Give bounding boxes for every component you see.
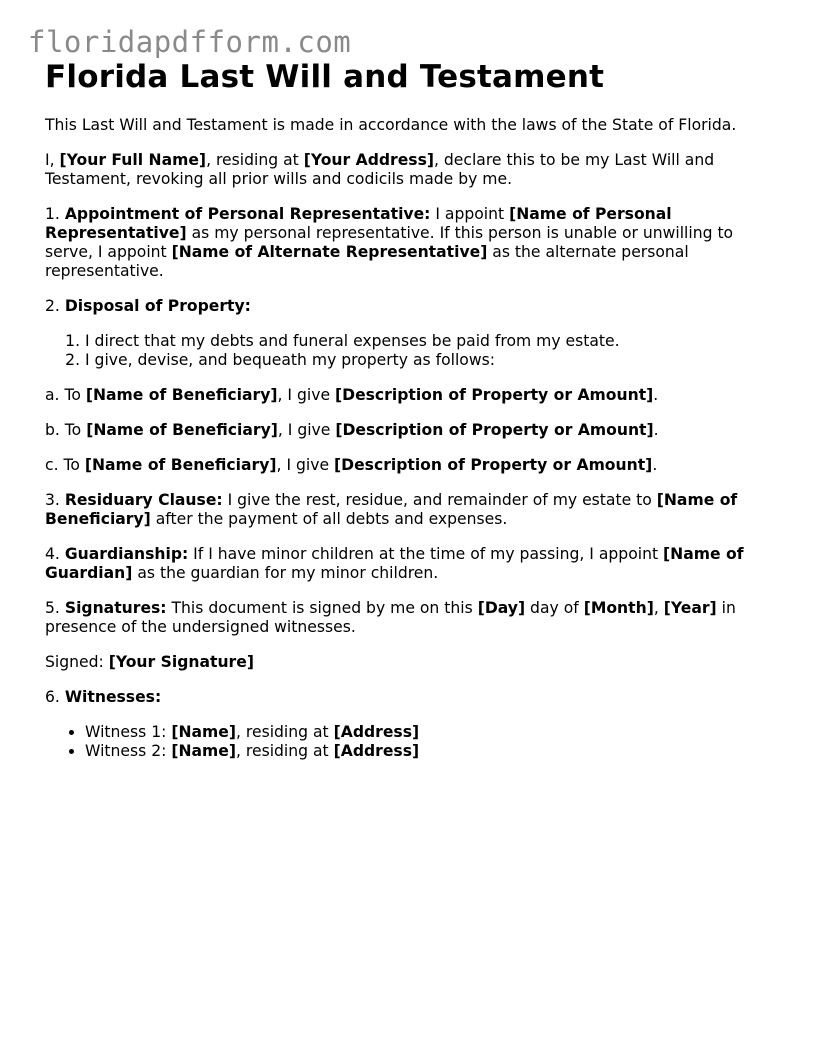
year-placeholder: [Year] [663,599,717,617]
section-number: 6. [45,688,65,706]
text: as the guardian for my minor children. [132,564,439,582]
alternate-representative-placeholder: [Name of Alternate Representative] [171,243,488,261]
section-signatures [45,599,767,637]
witness-label: Witness 2: [85,742,172,760]
beneficiary-placeholder: [Name of Beneficiary] [84,456,277,474]
month-placeholder: [Month] [583,599,654,617]
section-heading: Signatures: [64,599,167,617]
list-item [85,723,767,742]
signature-placeholder: [Your Signature] [108,653,254,671]
bequest-c [45,456,767,475]
text: b. To [45,421,87,439]
text: This document is signed by me on this [166,599,478,617]
text: , I give [276,456,335,474]
text: . [653,421,659,439]
text: , I give [277,386,335,404]
beneficiary-placeholder: [Name of Beneficiary] [45,491,738,528]
text: a. To [45,386,86,404]
section-number: 4. [45,545,65,563]
witness-address-placeholder: [Address] [333,742,420,760]
section-heading: Guardianship: [64,545,189,563]
text: as the alternate personal representative. [45,243,689,280]
text: If I have minor children at the time of my passing, I appoint [188,545,664,563]
declaration-paragraph [45,151,767,189]
text: , [653,599,664,617]
text: day of [525,599,584,617]
text: c. To [45,456,85,474]
intro-paragraph: This Last Will and Testament is made in accordance with the laws of the State of Florida. [45,116,737,134]
section-disposal-of-property [45,297,767,316]
section-personal-representative [45,205,767,281]
text: , declare this to be my Last Will and Testament, revoking all prior wills and codicils made by me. [45,151,715,188]
signed-line [45,653,767,672]
witness-label: Witness 1: [85,723,172,741]
text: I appoint [430,205,510,223]
document-page [45,56,767,761]
full-name-placeholder: [Your Full Name] [59,151,207,169]
address-placeholder: [Your Address] [303,151,434,169]
section-number: 3. [45,491,65,509]
text: , residing at [236,742,334,760]
witness-name-placeholder: [Name] [171,723,236,741]
text: , I give [277,421,336,439]
section-number: 1. [45,205,65,223]
text: . [652,456,658,474]
section-heading: Residuary Clause: [64,491,223,509]
watermark: floridapdfform.com [28,25,352,59]
section-heading: Appointment of Personal Representative: [64,205,431,223]
representative-placeholder: [Name of Personal Representative] [45,205,672,242]
property-steps-list [45,332,767,370]
section-guardianship [45,545,767,583]
beneficiary-placeholder: [Name of Beneficiary] [85,386,278,404]
list-item: 1. I direct that my debts and funeral expenses be paid from my estate. [85,332,767,351]
property-placeholder: [Description of Property or Amount] [335,421,654,439]
property-placeholder: [Description of Property or Amount] [334,456,653,474]
list-item: 2. I give, devise, and bequeath my property as follows: [85,351,767,370]
text: , residing at [206,151,304,169]
signed-label: Signed: [45,653,109,671]
witness-name-placeholder: [Name] [171,742,236,760]
section-residuary-clause [45,491,767,529]
bequest-a [45,386,767,405]
section-number: 5. [45,599,65,617]
document-title: Florida Last Will and Testament [45,59,605,95]
section-heading: Witnesses: [64,688,162,706]
property-placeholder: [Description of Property or Amount] [335,386,654,404]
bequest-b [45,421,767,440]
list-item [85,742,767,761]
section-witnesses [45,688,767,707]
section-heading: Disposal of Property: [64,297,251,315]
text: as my personal representative. If this person is unable or unwilling to serve, I appoint [45,224,734,261]
text: in presence of the undersigned witnesses. [45,599,736,636]
guardian-placeholder: [Name of Guardian] [45,545,744,582]
section-number: 2. [45,297,65,315]
text: I, [45,151,60,169]
beneficiary-placeholder: [Name of Beneficiary] [86,421,278,439]
text: I give the rest, residue, and remainder of my estate to [222,491,657,509]
text: . [653,386,659,404]
text: after the payment of all debts and expenses. [150,510,508,528]
day-placeholder: [Day] [477,599,526,617]
witness-address-placeholder: [Address] [333,723,420,741]
text: , residing at [236,723,334,741]
witness-list [45,723,767,761]
